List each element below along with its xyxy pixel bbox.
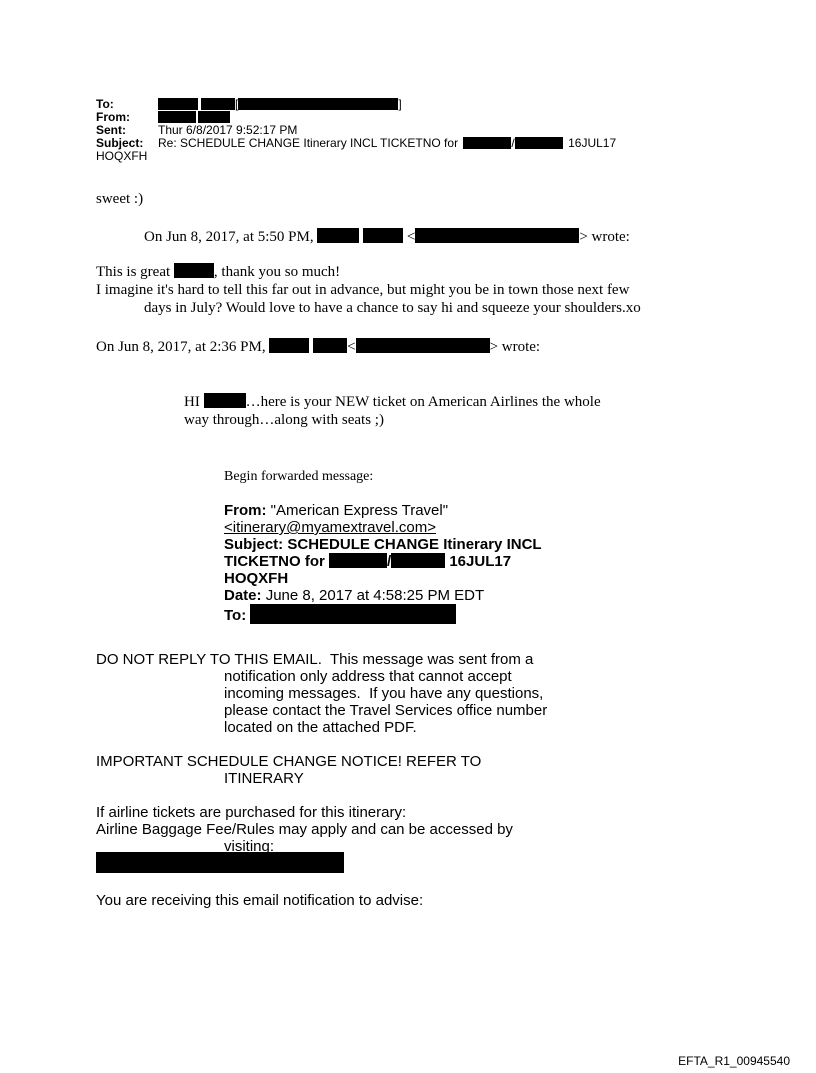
body-text — [96, 651, 656, 909]
redaction — [96, 852, 344, 873]
quote1-line1 — [96, 263, 736, 281]
lt: < — [406, 229, 416, 245]
redaction — [363, 228, 403, 243]
redaction — [313, 338, 347, 353]
begin-forwarded: Begin forwarded message: — [224, 469, 374, 484]
lt: < — [347, 339, 356, 355]
fwd-subject-line2: TICKETNO for — [224, 553, 325, 570]
slash: / — [511, 136, 515, 150]
quote1-line3: days in July? Would love to have a chance to say hi and squeeze your shoulders.xo — [144, 300, 641, 316]
p3-line3: visiting: — [224, 838, 275, 855]
redaction — [201, 98, 235, 110]
quote2-body — [184, 393, 704, 429]
p1-line1: DO NOT REPLY TO THIS EMAIL. This message was sent from a — [96, 651, 534, 668]
p2-line2: ITINERARY — [224, 770, 304, 787]
fwd-from-row — [224, 502, 584, 519]
fwd-subject-code: HOQXFH — [224, 570, 289, 587]
subject-label: Subject: — [96, 136, 144, 150]
email-header — [96, 98, 736, 163]
text: HI — [184, 394, 200, 410]
redaction — [317, 228, 359, 243]
subject-value: Re: SCHEDULE CHANGE Itinerary INCL TICKETNO for — [158, 136, 459, 150]
forwarded-header — [224, 502, 584, 624]
redaction — [356, 338, 490, 353]
redaction — [329, 553, 387, 568]
sent-label: Sent: — [96, 123, 126, 137]
quote2-intro — [96, 338, 540, 356]
slash: / — [387, 553, 392, 570]
to-row — [96, 98, 736, 111]
quote2-intro-text: On Jun 8, 2017, at 2:36 PM, — [96, 339, 266, 355]
fwd-date-label: Date: — [224, 587, 262, 604]
p3-line1: If airline tickets are purchased for this itinerary: — [96, 804, 407, 821]
redaction — [250, 604, 456, 624]
quote2-line1 — [184, 393, 704, 411]
quote1-line2: I imagine it's hard to tell this far out in advance, but might you be in town those next few — [96, 282, 630, 298]
bracket: ] — [398, 97, 402, 111]
text: , thank you so much! — [213, 264, 341, 280]
fwd-subject-row — [224, 536, 584, 553]
text: …here is your NEW ticket on American Airlines the whole — [245, 394, 601, 410]
subject-date: 16JUL17 — [568, 136, 617, 150]
fwd-subject-line1: SCHEDULE CHANGE Itinerary INCL — [287, 536, 542, 553]
redaction — [158, 111, 196, 123]
fwd-from-label: From: — [224, 502, 267, 519]
p1-line5: located on the attached PDF. — [224, 719, 417, 736]
bracket: [ — [235, 97, 239, 111]
redaction — [391, 553, 445, 568]
redaction — [515, 137, 563, 149]
fwd-from-email[interactable]: <itinerary@myamextravel.com> — [224, 519, 436, 536]
redaction — [269, 338, 309, 353]
fwd-date-row — [224, 587, 584, 604]
redaction — [158, 98, 198, 110]
p2-line1: IMPORTANT SCHEDULE CHANGE NOTICE! REFER TO — [96, 753, 482, 770]
sent-value: Thur 6/8/2017 9:52:17 PM — [158, 123, 298, 137]
quote1-intro-text: On Jun 8, 2017, at 5:50 PM, — [144, 229, 314, 245]
redaction — [174, 263, 214, 278]
wrote: > wrote: — [579, 229, 630, 245]
subject-row — [96, 137, 736, 150]
p4: You are receiving this email notification to advise: — [96, 892, 424, 909]
p1-line2: notification only address that cannot accept — [224, 668, 512, 685]
fwd-date-value: June 8, 2017 at 4:58:25 PM EDT — [265, 587, 485, 604]
redaction — [463, 137, 511, 149]
p1-line4: please contact the Travel Services office number — [224, 702, 548, 719]
fwd-subject-row2 — [224, 553, 584, 570]
subject-code: HOQXFH — [96, 149, 148, 163]
p3-line2: Airline Baggage Fee/Rules may apply and can be accessed by — [96, 821, 513, 838]
fwd-subject-label: Subject: — [224, 536, 284, 553]
redaction — [238, 98, 398, 110]
reply-text: sweet :) — [96, 191, 144, 207]
p1-line3: incoming messages. If you have any questions, — [224, 685, 544, 702]
quote1-body — [96, 263, 736, 317]
text: This is great — [96, 264, 171, 280]
fwd-from-value: "American Express Travel" — [270, 502, 449, 519]
fwd-to-row — [224, 604, 584, 624]
fwd-to-label: To: — [224, 607, 247, 624]
fwd-from-email-row — [224, 519, 584, 536]
fwd-subject-date: 16JUL17 — [449, 553, 512, 570]
from-label: From: — [96, 110, 130, 124]
redaction — [415, 228, 579, 243]
redaction — [204, 393, 246, 408]
quote2-line2: way through…along with seats ;) — [184, 412, 384, 428]
quote1-intro — [144, 228, 630, 246]
to-label: To: — [96, 97, 114, 111]
doc-id: EFTA_R1_00945540 — [678, 1054, 790, 1068]
wrote: > wrote: — [489, 339, 541, 355]
redaction — [198, 111, 230, 123]
